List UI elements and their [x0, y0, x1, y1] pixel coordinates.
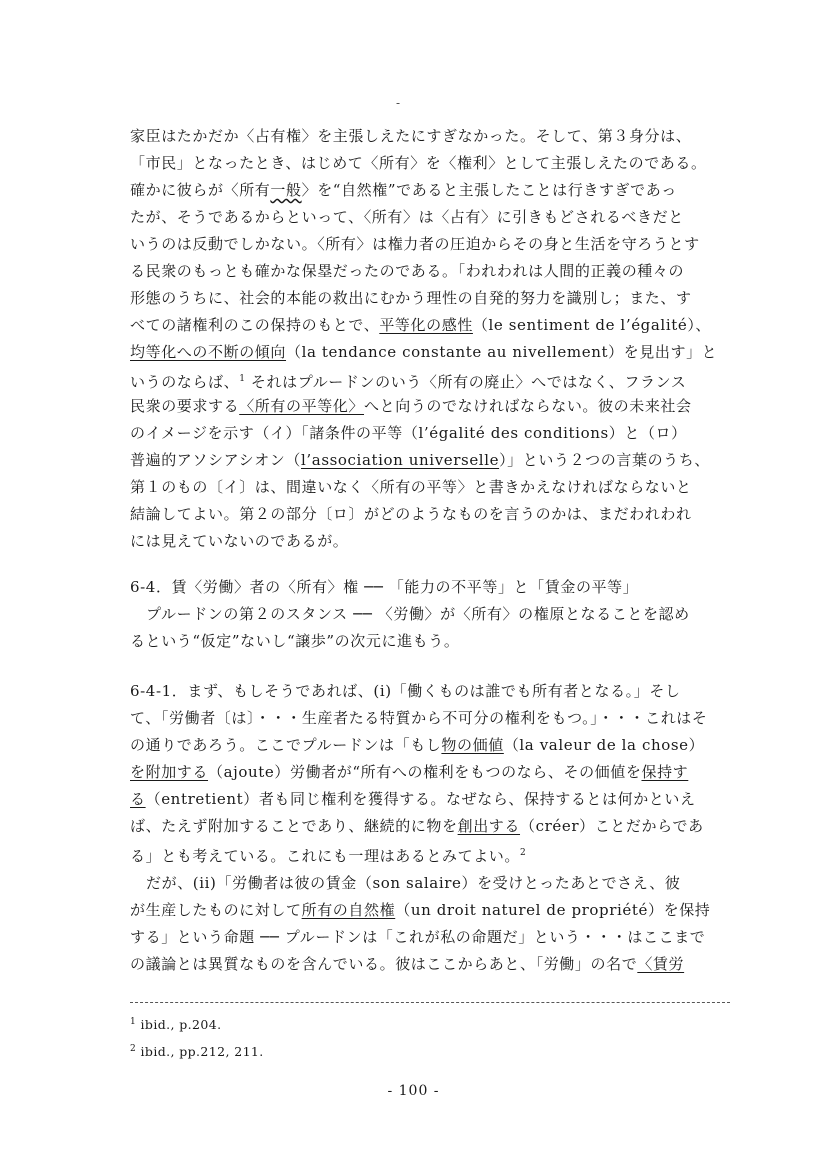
- footnote-ref-1: 1: [239, 374, 246, 384]
- page-number: - 100 -: [387, 1083, 440, 1099]
- p4-line-4: の議論とは異質なものを含んでいる。彼はここからあと、「労働」の名で〈賃労: [130, 955, 685, 973]
- p1-line-1: 家臣はたかだか〈占有権〉を主張しえたにすぎなかった。そして、第３身分は、: [130, 127, 692, 145]
- p1-line-12: のイメージを示す（イ）「諸条件の平等（l’égalité des conditions）と（ロ）: [130, 424, 687, 442]
- p3-line-6: ば、たえず附加することであり、継続的に物を創出する（créer）ことだからであ: [130, 817, 704, 835]
- p1-line-11: 民衆の要求する〈所有の平等化〉へと向うのでなければならない。彼の未来社会: [130, 397, 692, 415]
- p1-line-9: 均等化への不断の傾向（la tendance constante au nivellement）を見出す」と: [130, 343, 718, 361]
- p1-line-4: たが、そうであるからといって、〈所有〉は〈占有〉に引きもどされるべきだと: [130, 208, 684, 226]
- p1-line-6: る民衆のもっとも確かな保塁だったのである。「われわれは人間的正義の種々の: [130, 262, 685, 280]
- footnote-2: $^2$ ibid., pp.212, 211.: [130, 1044, 264, 1060]
- footnote-ref-2: 2: [520, 848, 527, 858]
- p1-line-7: 形態のうちに、社会的本能の救出にむかう理性の自発的努力を識別し；また、す: [130, 289, 692, 307]
- p1-line-2: 「市民」となったとき、はじめて〈所有〉を〈権利〉として主張しえたのである。: [130, 154, 707, 172]
- p1-line-14: 第１のもの〔イ〕は、間違いなく〈所有の平等〉と書きかえなければならないと: [130, 478, 692, 496]
- p4-line-3: する」という命題 ── プルードンは「これが私の命題だ」という・・・はここまで: [130, 928, 706, 946]
- p3-line-5: る（entretient）者も同じ権利を獲得する。なぜなら、保持するとは何かといえ: [130, 790, 696, 808]
- p1-line-3: 確かに彼らが〈所有一般〉を“自然権”であると主張したことは行きすぎであっ: [130, 181, 677, 199]
- p3-line-7: る」とも考えている。これにも一理はあるとみてよい。$^2$: [130, 847, 527, 865]
- footnote-divider: [130, 1002, 730, 1003]
- p1-line-15: 結論してよい。第２の部分〔ロ〕がどのようなものを言うのかは、まだわれわれ: [130, 505, 692, 523]
- p2-line-2: るという“仮定”ないし“譲歩”の次元に進もう。: [130, 632, 460, 650]
- section-heading: 6-4．賃〈労働〉者の〈所有〉権 ── 「能力の不平等」と「賃金の平等」: [130, 578, 639, 596]
- p3-line-3: の通りであろう。ここでプルードンは「もし物の価値（la valeur de la chose）: [130, 736, 705, 754]
- p4-line-1: だが、(ii)「労働者は彼の賃金（son salaire）を受けとったあとでさえ、彼: [146, 874, 681, 892]
- p1-line-8: べての諸権利のこの保持のもとで、平等化の感性（le sentiment de l’égalité）、: [130, 316, 712, 334]
- p3-line-2: て、「労働者〔は〕・・・生産者たる特質から不可分の権利をもつ。」・・・これはそ: [130, 709, 708, 727]
- footnote-1: $^1$ ibid., p.204.: [130, 1017, 222, 1033]
- p4-line-2: が生産したものに対して所有の自然権（un droit naturel de propriété）を保持: [130, 901, 711, 919]
- top-mark: -: [396, 96, 401, 110]
- p1-line-16: には見えていないのであるが。: [130, 532, 349, 550]
- p1-line-5: いうのは反動でしかない。〈所有〉は権力者の圧迫からその身と生活を守ろうとす: [130, 235, 700, 253]
- p1-line-13: 普遍的アソシアシオン（l’association universelle）」という２つの言葉のうち、: [130, 451, 710, 469]
- p3-line-1: 6-4-1．まず、もしそうであれば、(i)「働くものは誰でも所有者となる。」そし: [130, 682, 681, 700]
- p2-line-1: プルードンの第２のスタンス ── 〈労働〉が〈所有〉の権原となることを認め: [146, 605, 690, 623]
- p1-line-10: いうのならば、$^1$ それはプルードンのいう〈所有の廃止〉へではなく、フランス: [130, 373, 687, 391]
- p3-line-4: を附加する（ajoute）労働者が“所有への権利をもつのなら、その価値を保持す: [130, 763, 689, 781]
